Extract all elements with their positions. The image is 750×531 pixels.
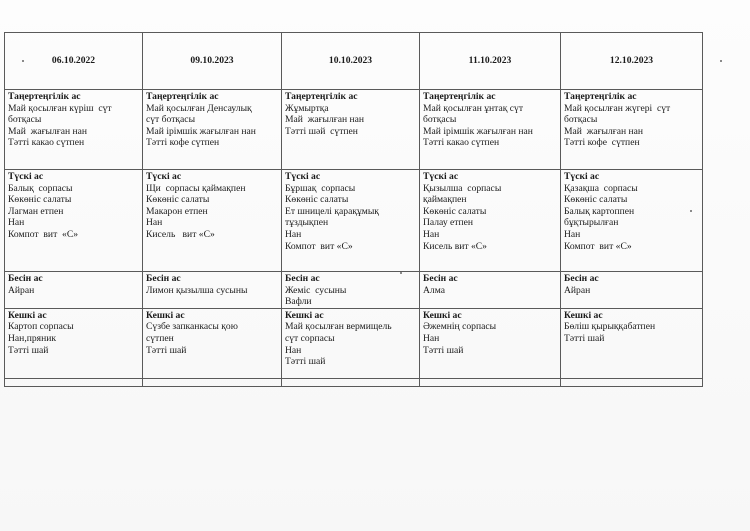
dish-line: Нан [423,332,440,344]
dish-line: Тәтті кофе сүтпен [146,137,220,149]
empty-cell [143,378,282,386]
dish-line: Айран [8,284,35,296]
dish-line: Май жағылған нан [285,114,365,126]
meal-cell [420,272,561,309]
dish-line: Компот вит «С» [285,240,353,252]
meal-cell [143,272,282,309]
dish-line: Тәтті шай [285,356,326,368]
dish-line: Тәтті шай [564,332,605,344]
dish-line: Нан,пряник [8,332,56,344]
empty-cell [282,378,420,386]
dish-line: Нан [8,217,25,229]
empty-row [5,378,703,386]
meal-title: Кешкі ас [146,309,185,321]
dish-line: Лагман етпен [8,205,64,217]
dish-line: Картоп сорпасы [8,321,74,333]
dish-line: Қызылша сорпасы [423,182,502,194]
meal-cell [5,90,143,170]
meal-title: Түскі ас [285,171,321,182]
dish-line: Май қосылған күріш сүт [8,102,112,114]
dish-line: Сүзбе запканкасы қою [146,321,238,333]
dish-line: Май қосылған жүгері сүт [564,102,671,114]
dish-line: сүт ботқасы [146,114,196,126]
empty-cell [420,378,561,386]
breakfast-row [5,90,703,170]
dish-line: Май жағылған нан [564,125,644,137]
meal-cell [561,170,703,272]
meal-cell [5,308,143,378]
dish-line: Вафли [285,296,312,308]
meal-title: Бесін ас [146,273,181,284]
meal-cell [143,90,282,170]
dish-line: Тәтті шай [423,344,464,356]
dish-line: Ет шницелі қарақұмық [285,205,379,217]
dish-line: Лимон қызылша сусыны [146,284,248,296]
meal-cell [143,170,282,272]
dish-line: Макарон етпен [146,205,208,217]
dish-line: Көкөніс салаты [564,194,628,206]
meal-title: Бесін ас [564,273,599,284]
meal-cell [282,90,420,170]
dish-line: Май ірімшік жағылған нан [423,125,533,137]
meal-cell [5,272,143,309]
dish-line: Нан [285,344,302,356]
dish-line: тұздықпен [285,217,329,229]
meal-title: Таңертеңгілік ас [146,91,219,102]
dish-line: Айран [564,284,591,296]
dish-line: Нан [564,228,581,240]
dish-line: Компот вит «С» [8,228,79,240]
dish-line: Нан [285,228,302,240]
meal-cell [143,308,282,378]
dish-line: Нан [146,217,163,229]
meal-title: Таңертеңгілік ас [564,91,637,102]
empty-cell [5,378,143,386]
weekly-menu-table [4,32,703,387]
dish-line: Май жағылған нан [8,125,88,137]
meal-title: Кешкі ас [8,309,47,321]
dish-line: ботқасы [564,114,598,126]
meal-cell [282,272,420,309]
dish-line: Бөліш қырыққабатпен [564,321,656,333]
dish-line: Бұршақ сорпасы [285,182,356,194]
meal-title: Кешкі ас [285,309,324,321]
scan-speck [400,272,402,274]
dish-line: Көкөніс салаты [423,205,487,217]
meal-cell [561,272,703,309]
dish-line: сүтпен [146,332,174,344]
date-header-2: 09.10.2023 [143,33,282,90]
dish-line: сүт сорпасы [285,332,335,344]
dish-line: Май қосылған вермищель [285,321,392,333]
dish-line: Балық картоппен [564,205,635,217]
meal-cell [420,90,561,170]
dish-line: ботқасы [423,114,457,126]
meal-title: Таңертеңгілік ас [423,91,496,102]
scan-speck [690,210,692,212]
scan-speck [720,60,722,62]
dish-line: Көкөніс салаты [146,194,210,206]
meal-cell [282,170,420,272]
empty-cell [561,378,703,386]
meal-cell [282,308,420,378]
dish-line: Қазақша сорпасы [564,182,638,194]
dish-line: Тәтті кофе сүтпен [564,137,640,149]
dish-line: Тәтті шәй сүтпен [285,125,358,137]
dish-line: ботқасы [8,114,42,126]
dish-line: Тәтті шай [146,344,187,356]
meal-title: Кешкі ас [564,309,603,321]
dish-line: Май ірімшік жағылған нан [146,125,256,137]
date-header-4: 11.10.2023 [420,33,561,90]
meal-title: Таңертеңгілік ас [285,91,358,102]
date-header-1: 06.10.2022 [5,33,143,90]
dish-line: Компот вит «С» [564,240,632,252]
dish-line: Тәтті какао сүтпен [423,137,500,149]
dinner-row [5,308,703,378]
meal-title: Түскі ас [8,171,44,182]
dish-line: Көкөніс салаты [8,194,72,206]
dish-line: қаймақпен [423,194,467,206]
meal-title: Кешкі ас [423,309,462,321]
dish-line: Көкөніс салаты [285,194,349,206]
meal-title: Бесін ас [423,273,458,284]
dish-line: Кисель вит «С» [423,240,487,252]
meal-title: Түскі ас [423,171,459,182]
meal-title: Түскі ас [146,171,182,182]
meal-cell [561,308,703,378]
dish-line: Щи сорпасы қаймақпен [146,182,246,194]
dish-line: Нан [423,228,440,240]
date-header-3: 10.10.2023 [282,33,420,90]
snack-row [5,272,703,309]
dish-line: Май қосылған Денсаулық [146,102,252,114]
meal-cell [420,308,561,378]
dish-line: Палау етпен [423,217,474,229]
meal-title: Түскі ас [564,171,600,182]
dish-line: Жұмыртқа [285,102,329,114]
meal-cell [561,90,703,170]
dish-line: Әжемнің сорпасы [423,321,497,333]
lunch-row [5,170,703,272]
dish-line: бұқтырылған [564,217,619,229]
dish-line: Жеміс сусыны [285,284,347,296]
meal-title: Таңертеңгілік ас [8,91,81,102]
dish-line: Май қосылған ұнтақ сүт [423,102,524,114]
meal-title: Бесін ас [285,273,320,284]
dish-line: Тәтті шай [8,344,49,356]
dish-line: Алма [423,284,445,296]
date-header-5: 12.10.2023 [561,33,703,90]
dish-line: Кисель вит «С» [146,228,215,240]
dish-line: Тәтті какао сүтпен [8,137,85,149]
dish-line: Балық сорпасы [8,182,73,194]
meal-cell [5,170,143,272]
date-header-row [5,33,703,90]
meal-title: Бесін ас [8,273,43,284]
meal-cell [420,170,561,272]
scan-speck [22,60,24,62]
